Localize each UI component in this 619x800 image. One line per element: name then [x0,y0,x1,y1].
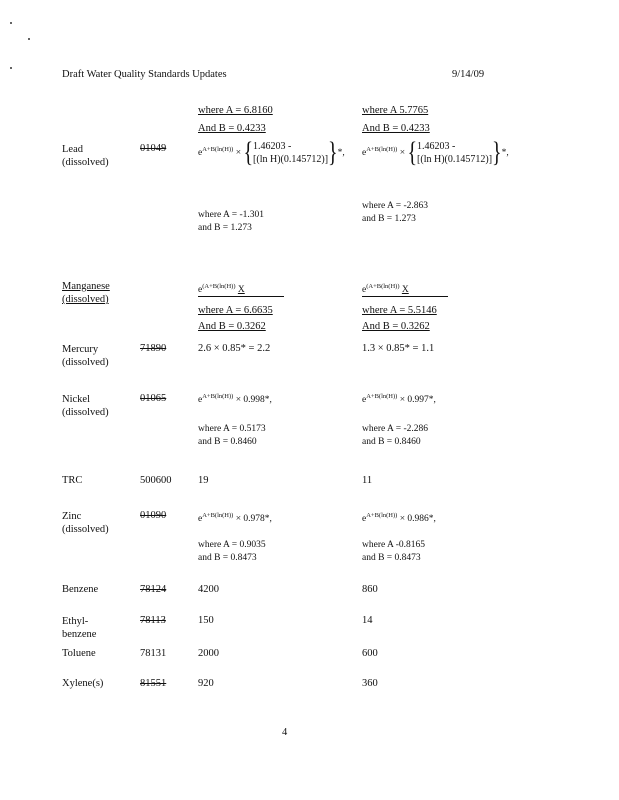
formula-factor: × 0.998*, [235,395,272,406]
manganese-col2-where-a: where A = 5.5146 [362,305,437,316]
nickel-name-line2: (dissolved) [62,407,109,418]
xylenes-code: 81551 [140,678,167,689]
formula-factor: × 0.978*, [235,514,272,525]
page-number: 4 [282,727,288,738]
ethylbenzene-name [62,615,96,641]
brace-close: } [328,137,338,169]
nickel-col1-and-b: and B = 0.8460 [198,437,257,447]
nickel-code: 01065 [140,393,167,404]
zinc-col1-where-a: where A = 0.9035 [198,540,266,550]
document-title: Draft Water Quality Standards Updates [62,69,227,80]
lead-col2-where-a2: where A = -2.863 [362,201,429,211]
manganese-col1-and-b: And B = 0.3262 [198,321,266,332]
manganese-col2-and-b: And B = 0.3262 [362,321,430,332]
toluene-col1: 2000 [198,648,219,659]
formula-factor: × 0.997*, [399,395,436,406]
lead-col1-formula [198,137,345,169]
manganese-col2-formula [362,283,448,297]
mercury-col2: 1.3 × 0.85* = 1.1 [362,343,435,354]
formula-bottom: [(ln H)(0.145712)] [417,154,493,165]
brace-close: } [492,137,502,169]
nickel-col1-where-a: where A = 0.5173 [198,424,266,434]
formula-exponent: A+B(ln(H)) [366,146,398,154]
xylenes-col1: 920 [198,678,214,689]
formula-bottom: [(ln H)(0.145712)] [253,154,329,165]
formula-top: 1.46203 - [253,141,292,152]
lead-col1-where-a: where A = 6.8160 [198,105,273,116]
lead-col1-where-a2: where A = -1.301 [198,210,265,220]
formula-times: × [399,148,406,159]
zinc-name-line1: Zinc [62,511,82,522]
manganese-col1-where-a: where A = 6.6635 [198,305,273,316]
trc-col2: 11 [362,475,373,486]
trc-name: TRC [62,475,83,486]
lead-name-line1: Lead [62,144,83,155]
lead-name-line2: (dissolved) [62,157,109,168]
xylenes-name: Xylene(s) [62,678,104,689]
manganese-name-line1: Manganese [62,281,110,292]
formula-factor: × 0.986*, [399,514,436,525]
formula-tail: *, [501,148,509,159]
mercury-name [62,343,109,369]
ethylbenzene-col2: 14 [362,615,373,626]
formula-e: e [198,514,203,525]
lead-col2-and-b: And B = 0.4233 [362,123,430,134]
manganese-col1-formula [198,283,284,297]
benzene-name: Benzene [62,584,99,595]
formula-e: e [362,395,367,406]
mercury-name-line1: Mercury [62,344,99,355]
benzene-col1: 4200 [198,584,219,595]
formula-e: e [198,148,203,159]
ethylbenzene-col1: 150 [198,615,214,626]
formula-fraction [417,140,492,166]
ethylbenzene-name-line2: benzene [62,629,97,640]
lead-code: 01049 [140,143,167,154]
zinc-code: 01090 [140,510,167,521]
nickel-name-line1: Nickel [62,394,90,405]
toluene-code: 78131 [140,648,167,659]
zinc-col2-where-a: where A -0.8165 [362,540,426,550]
formula-x: X [401,285,409,296]
zinc-col1-formula [198,512,272,524]
formula-exponent: A+B(ln(H)) [202,393,234,400]
mercury-code: 71890 [140,343,167,354]
brace-open: { [243,137,254,169]
formula-e: e [198,285,203,296]
formula-exponent: A+B(ln(H)) [366,512,398,519]
scan-speck [28,38,30,40]
formula-tail: *, [337,148,345,159]
nickel-col2-formula [362,393,436,405]
zinc-col2-formula [362,512,436,524]
benzene-col2: 860 [362,584,378,595]
formula-exponent: A+B(ln(H)) [366,393,398,400]
zinc-col2-and-b: and B = 0.8473 [362,553,421,563]
nickel-col1-formula [198,393,272,405]
nickel-col2-where-a: where A = -2.286 [362,424,429,434]
zinc-col1-and-b: and B = 0.8473 [198,553,257,563]
manganese-name-line2: (dissolved) [62,294,109,305]
lead-col2-where-a: where A 5.7765 [362,105,429,116]
mercury-name-line2: (dissolved) [62,357,109,368]
benzene-code: 78124 [140,584,167,595]
lead-col2-formula [362,137,509,169]
formula-e: e [198,395,203,406]
ethylbenzene-code: 78113 [140,615,166,626]
formula-e: e [362,514,367,525]
formula-e: e [362,148,367,159]
formula-exponent: A+B(ln(H)) [202,512,234,519]
lead-col1-and-b: And B = 0.4233 [198,123,266,134]
formula-e: e [362,285,367,296]
formula-exponent: (A+B(ln(H)) [202,283,236,290]
nickel-name [62,393,109,419]
lead-col2-and-b2: and B = 1.273 [362,214,416,224]
scan-speck [10,22,12,24]
mercury-col1: 2.6 × 0.85* = 2.2 [198,343,271,354]
ethylbenzene-name-line1: Ethyl- [62,616,89,627]
document-date: 9/14/09 [452,69,485,80]
nickel-col2-and-b: and B = 0.8460 [362,437,421,447]
formula-fraction [253,140,328,166]
formula-times: × [235,148,242,159]
trc-code: 500600 [140,475,172,486]
brace-open: { [407,137,418,169]
trc-col1: 19 [198,475,209,486]
zinc-name [62,510,109,536]
toluene-col2: 600 [362,648,378,659]
manganese-name [62,280,110,306]
formula-top: 1.46203 - [417,141,456,152]
toluene-name: Toluene [62,648,96,659]
formula-x: X [237,285,245,296]
zinc-name-line2: (dissolved) [62,524,109,535]
formula-exponent: (A+B(ln(H)) [366,283,400,290]
scan-speck [10,67,12,69]
lead-name [62,143,109,169]
formula-exponent: A+B(ln(H)) [202,146,234,154]
lead-col1-and-b2: and B = 1.273 [198,223,252,233]
xylenes-col2: 360 [362,678,378,689]
